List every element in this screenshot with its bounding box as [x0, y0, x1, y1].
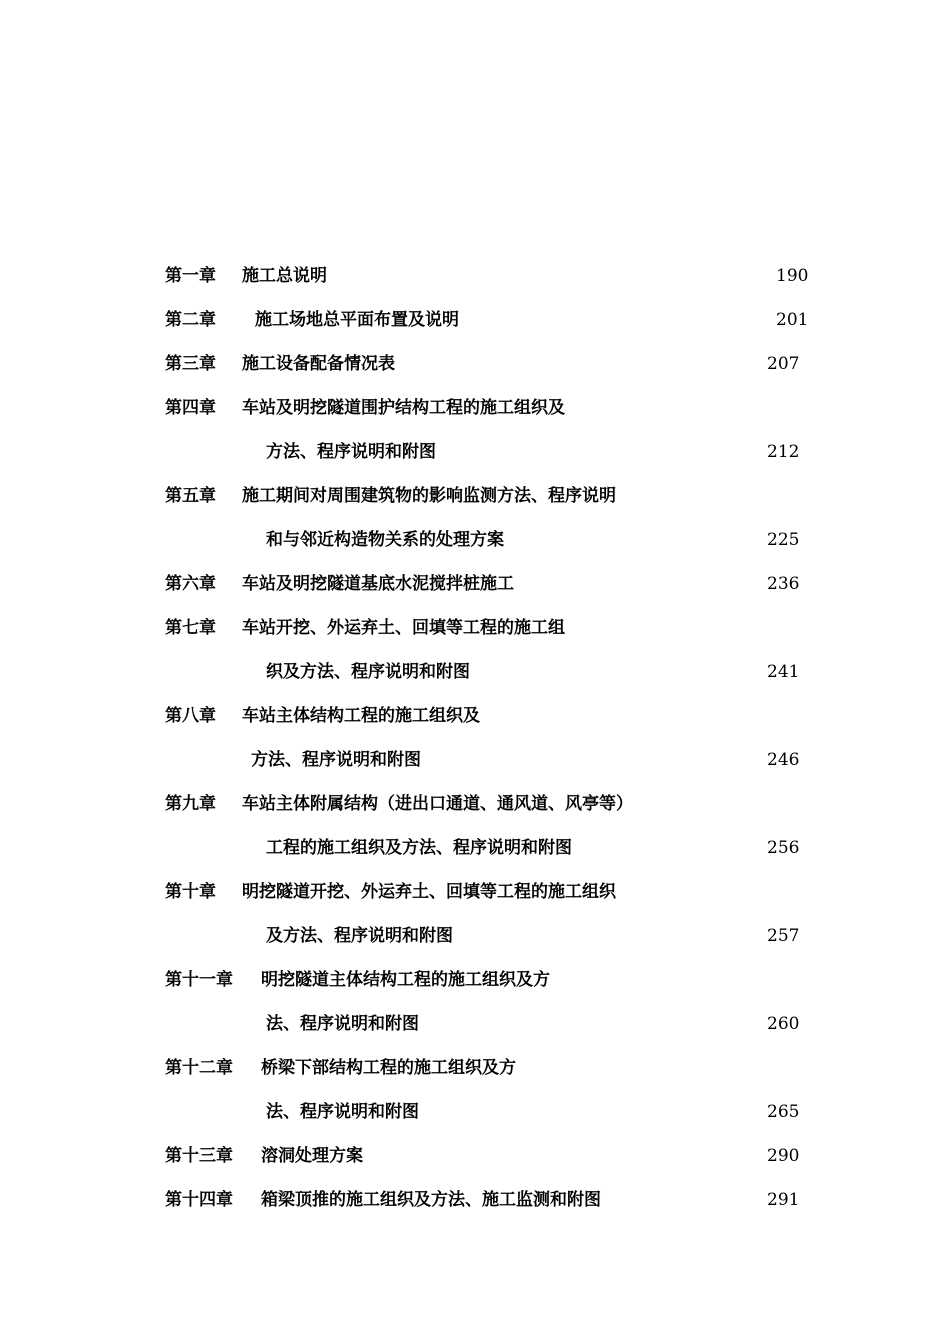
toc-page-number: 236: [767, 574, 800, 594]
toc-chapter-title: 施工设备配备情况表: [242, 354, 395, 374]
toc-chapter-title: 施工期间对周围建筑物的影响监测方法、程序说明: [242, 486, 616, 506]
toc-entry-continuation: [0, 748, 950, 772]
toc-page-number: 241: [767, 662, 800, 682]
toc-title-continuation: 法、程序说明和附图: [266, 1014, 419, 1034]
toc-page-number: 291: [767, 1190, 800, 1210]
toc-page-number: 225: [767, 530, 800, 550]
toc-chapter-label: 第十三章: [165, 1146, 233, 1166]
toc-entry: [0, 572, 950, 596]
toc-entry: [0, 396, 950, 420]
toc-entry-continuation: [0, 924, 950, 948]
toc-page-number: 190: [776, 266, 809, 286]
toc-chapter-title: 车站主体附属结构（进出口通道、通风道、风亭等）: [242, 794, 633, 814]
toc-entry: [0, 308, 950, 332]
toc-entry: [0, 1056, 950, 1080]
toc-entry-continuation: [0, 660, 950, 684]
toc-title-continuation: 方法、程序说明和附图: [251, 750, 421, 770]
toc-entry: [0, 1144, 950, 1168]
toc-chapter-label: 第六章: [165, 574, 216, 594]
toc-chapter-title: 车站及明挖隧道基底水泥搅拌桩施工: [242, 574, 514, 594]
toc-entry: [0, 968, 950, 992]
toc-title-continuation: 及方法、程序说明和附图: [266, 926, 453, 946]
toc-chapter-title: 车站主体结构工程的施工组织及: [242, 706, 480, 726]
toc-chapter-title: 明挖隧道开挖、外运弃土、回填等工程的施工组织: [242, 882, 616, 902]
toc-chapter-label: 第七章: [165, 618, 216, 638]
toc-chapter-label: 第一章: [165, 266, 216, 286]
toc-page-number: 260: [767, 1014, 800, 1034]
toc-entry-continuation: [0, 836, 950, 860]
toc-entry-continuation: [0, 440, 950, 464]
toc-chapter-title: 溶洞处理方案: [261, 1146, 363, 1166]
toc-page-number: 201: [776, 310, 809, 330]
toc-chapter-title: 施工总说明: [242, 266, 327, 286]
toc-title-continuation: 和与邻近构造物关系的处理方案: [266, 530, 504, 550]
toc-page-number: 257: [767, 926, 800, 946]
toc-page-number: 207: [767, 354, 800, 374]
toc-title-continuation: 工程的施工组织及方法、程序说明和附图: [266, 838, 572, 858]
toc-entry: [0, 1188, 950, 1212]
toc-title-continuation: 织及方法、程序说明和附图: [266, 662, 470, 682]
toc-chapter-label: 第二章: [165, 310, 216, 330]
toc-title-continuation: 方法、程序说明和附图: [266, 442, 436, 462]
toc-chapter-label: 第十一章: [165, 970, 233, 990]
toc-chapter-label: 第四章: [165, 398, 216, 418]
toc-chapter-title: 明挖隧道主体结构工程的施工组织及方: [261, 970, 550, 990]
toc-chapter-title: 车站开挖、外运弃土、回填等工程的施工组: [242, 618, 565, 638]
toc-title-continuation: 法、程序说明和附图: [266, 1102, 419, 1122]
toc-entry: [0, 880, 950, 904]
toc-entry: [0, 264, 950, 288]
toc-page-number: 212: [767, 442, 800, 462]
toc-entry-continuation: [0, 528, 950, 552]
toc-chapter-title: 桥梁下部结构工程的施工组织及方: [261, 1058, 516, 1078]
toc-page-number: 246: [767, 750, 800, 770]
toc-entry-continuation: [0, 1012, 950, 1036]
toc-chapter-label: 第十二章: [165, 1058, 233, 1078]
toc-page-number: 256: [767, 838, 800, 858]
toc-chapter-label: 第十章: [165, 882, 216, 902]
toc-chapter-label: 第十四章: [165, 1190, 233, 1210]
toc-entry-continuation: [0, 1100, 950, 1124]
toc-entry: [0, 484, 950, 508]
toc-chapter-label: 第九章: [165, 794, 216, 814]
toc-entry: [0, 616, 950, 640]
toc-page-number: 265: [767, 1102, 800, 1122]
toc-chapter-label: 第三章: [165, 354, 216, 374]
toc-entry: [0, 704, 950, 728]
toc-chapter-label: 第八章: [165, 706, 216, 726]
toc-chapter-title: 车站及明挖隧道围护结构工程的施工组织及: [242, 398, 565, 418]
toc-chapter-label: 第五章: [165, 486, 216, 506]
toc-entry: [0, 352, 950, 376]
toc-chapter-title: 箱梁顶推的施工组织及方法、施工监测和附图: [261, 1190, 601, 1210]
toc-entry: [0, 792, 950, 816]
toc-chapter-title: 施工场地总平面布置及说明: [255, 310, 459, 330]
toc-page-number: 290: [767, 1146, 800, 1166]
